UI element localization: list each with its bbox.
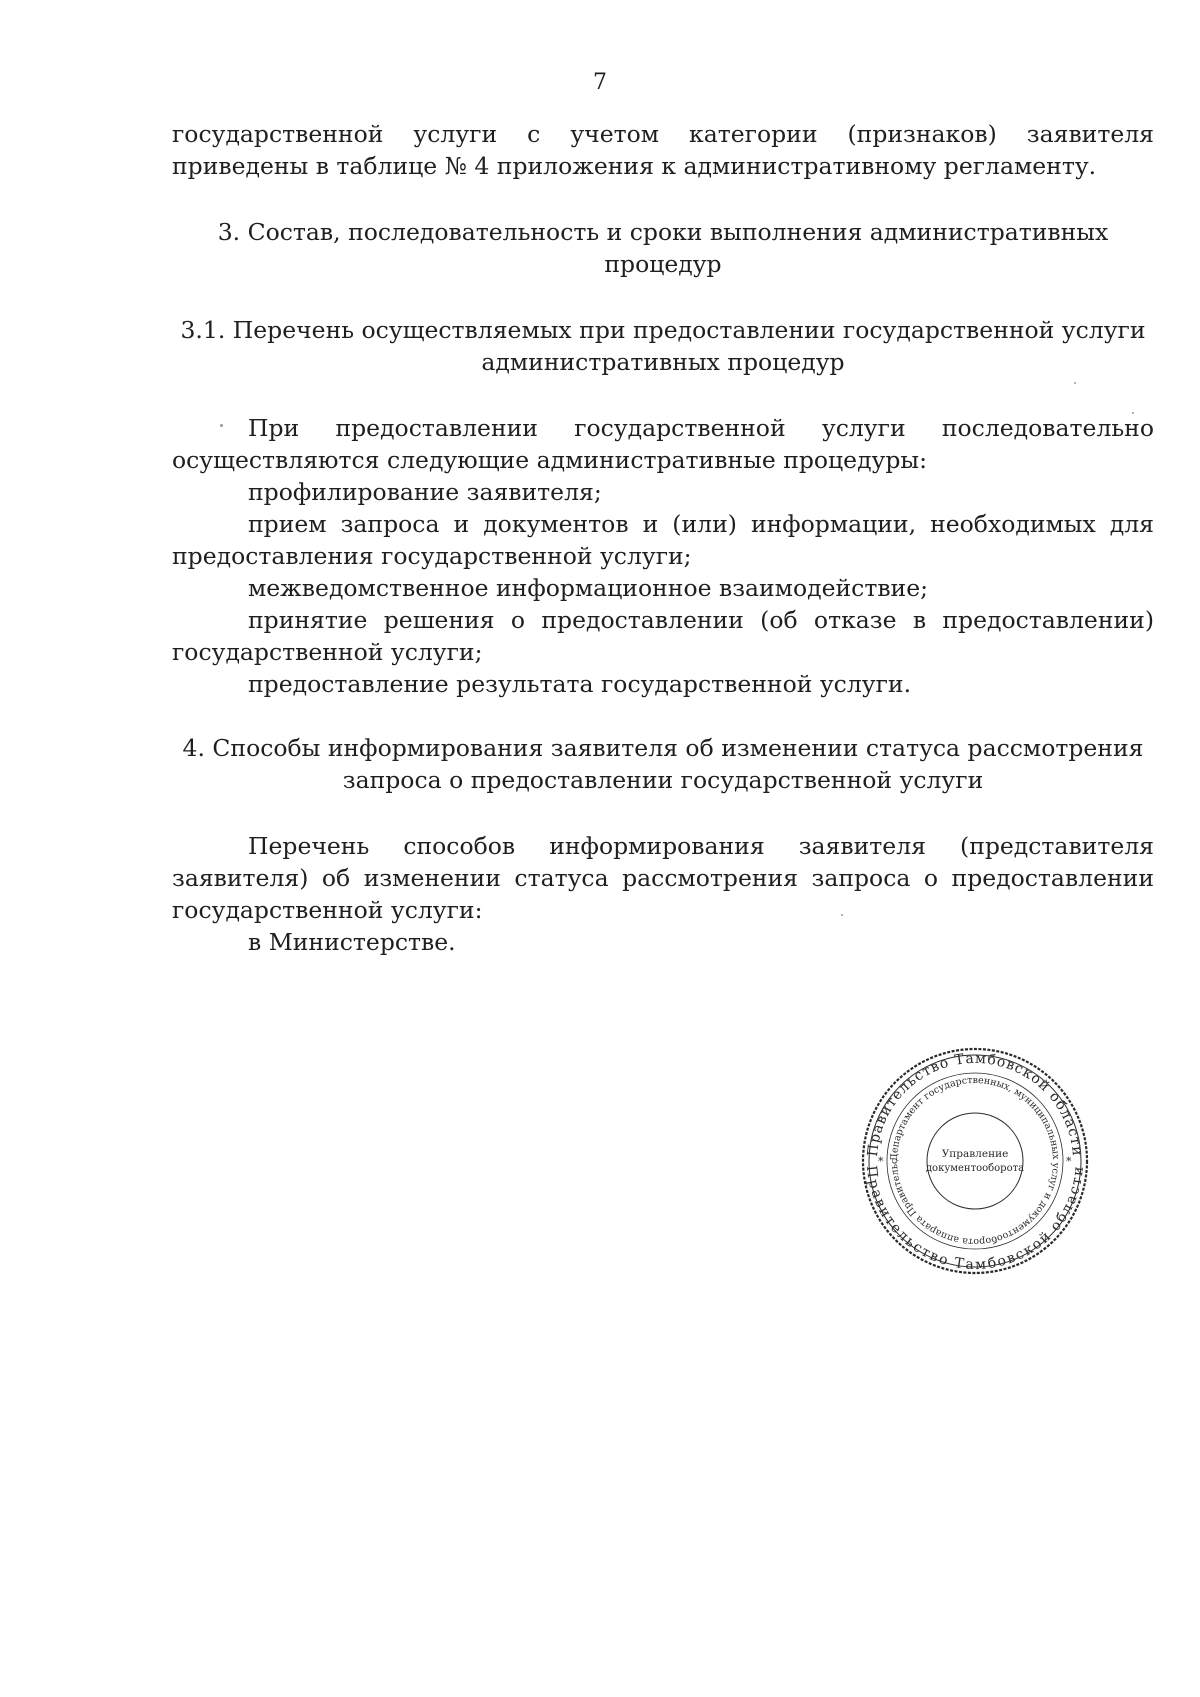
seal-graphic xyxy=(860,1046,1090,1276)
procedure-item: предоставление результата государственной услуги. xyxy=(248,670,912,698)
procedure-item: межведомственное информационное взаимодействие; xyxy=(248,574,929,602)
page-number: 7 xyxy=(593,70,607,95)
seal-outer-text: Правительство Тамбовской области xyxy=(864,1050,1085,1158)
seal-outer-text-bottom: Правительство Тамбовской области xyxy=(862,1164,1087,1274)
intro-paragraph: государственной услуги с учетом категории (признаков) заявителя приведены в таблице № 4 приложения к административному регламенту. xyxy=(172,120,1154,180)
procedures-intro-word: последовательно xyxy=(941,414,1154,442)
scan-speck xyxy=(220,424,223,427)
procedures-intro-rest: осуществляются следующие административные процедуры: xyxy=(172,446,928,474)
procedures-intro-word: предоставлении xyxy=(335,414,538,442)
procedure-item: прием запроса и документов и (или) информации, необходимых для предоставления государственной услуги; xyxy=(172,510,1154,570)
seal-star-icon: * xyxy=(878,1155,884,1168)
scan-speck xyxy=(1074,382,1076,384)
ministry-item: в Министерстве. xyxy=(248,928,456,956)
seal-center-line-1: Управление xyxy=(941,1148,1009,1160)
seal-center-line-2: документооборота xyxy=(925,1163,1025,1174)
procedure-item: профилирование заявителя; xyxy=(248,478,602,506)
seal-middle-text: Департамент государственных, муниципальных услуг и документооборота аппарата Правительс xyxy=(888,1074,1062,1248)
scan-speck xyxy=(1132,412,1134,414)
procedures-intro-word: государственной xyxy=(574,414,786,442)
scan-speck xyxy=(841,914,843,916)
procedures-intro-word: При xyxy=(248,414,300,442)
official-seal xyxy=(860,1046,1090,1276)
procedures-intro-word: услуги xyxy=(821,414,906,442)
section-4-heading: 4. Способы информирования заявителя об изменении статуса рассмотрения запроса о предоставлении государственной услуги xyxy=(182,734,1144,794)
section-3-heading: 3. Состав, последовательность и сроки выполнения административных процедур xyxy=(217,218,1109,278)
procedures-intro-first-line xyxy=(172,412,1154,444)
document-body xyxy=(172,118,1154,958)
procedure-item: принятие решения о предоставлении (об отказе в предоставлении) государственной услуги; xyxy=(172,606,1154,666)
section-3-1-heading: 3.1. Перечень осуществляемых при предоставлении государственной услуги административных процедур xyxy=(180,316,1146,376)
seal-star-icon: * xyxy=(1066,1155,1072,1168)
methods-paragraph: Перечень способов информирования заявителя (представителя заявителя) об изменении статуса рассмотрения запроса о предоставлении государственной услуги: xyxy=(172,832,1154,924)
